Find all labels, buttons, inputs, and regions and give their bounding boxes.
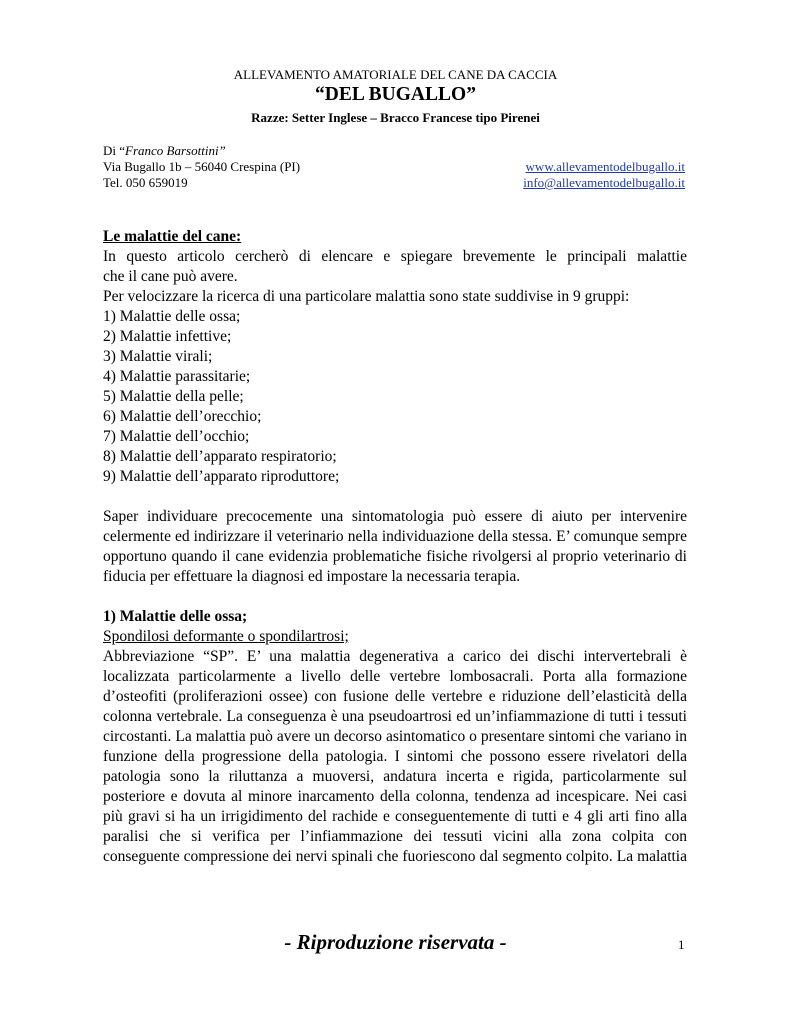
kennel-name: “DEL BUGALLO” <box>315 84 476 105</box>
intro-line: In questo articolo cercherò di elencare e spiegare brevemente le principali malattie <box>103 248 687 265</box>
group-item: 5) Malattie della pelle; <box>103 388 244 405</box>
group-item: 7) Malattie dell’occhio; <box>103 428 250 445</box>
footer-notice: - Riproduzione riservata - <box>284 930 507 954</box>
group-item: 6) Malattie dell’orecchio; <box>103 408 262 425</box>
article-body <box>103 227 687 867</box>
group-item: 2) Malattie infettive; <box>103 328 232 345</box>
page-number: 1 <box>678 937 685 952</box>
group-item: 9) Malattie dell’apparato riproduttore; <box>103 468 340 485</box>
author-name: Franco Barsottini” <box>125 143 226 158</box>
advice-paragraph: Saper individuare precocemente una sintomatologia può essere di aiuto per intervenire celermente ed indirizzare il veterinario nella individuazione della stessa. E’ comunque sempre opportuno quando il cane evidenzia problematiche fisiche rivolgersi al proprio veterinario di fiducia per effettuare la diagnosi ed impostare la necessaria terapia. <box>103 508 687 585</box>
address: Via Bugallo 1b – 56040 Crespina (PI) <box>103 159 301 174</box>
group-item: 8) Malattie dell’apparato respiratorio; <box>103 448 337 465</box>
contact-block <box>103 143 685 191</box>
section-title: Le malattie del cane: <box>103 228 242 245</box>
group-item: 4) Malattie parassitarie; <box>103 368 251 385</box>
spondylosis-title: Spondilosi deformante o spondilartrosi; <box>103 628 349 645</box>
breeds-subtitle: Razze: Setter Inglese – Bracco Francese tipo Pirenei <box>251 110 540 125</box>
website-link[interactable]: www.allevamentodelbugallo.it <box>525 159 685 174</box>
intro-line: che il cane può avere. <box>103 268 238 285</box>
kennel-heading: ALLEVAMENTO AMATORIALE DEL CANE DA CACCIA <box>233 67 558 82</box>
author-line <box>103 143 685 159</box>
phone-line <box>103 175 685 191</box>
address-line <box>103 159 685 175</box>
group-item: 3) Malattie virali; <box>103 348 213 365</box>
group-item: 1) Malattie delle ossa; <box>103 308 241 325</box>
bones-heading: 1) Malattie delle ossa; <box>103 608 248 625</box>
phone: Tel. 050 659019 <box>103 175 188 190</box>
author-prefix: Di “ <box>103 143 126 158</box>
spondylosis-paragraph: Abbreviazione “SP”. E’ una malattia degenerativa a carico dei dischi intervertebrali è localizzata particolarmente a livello delle vertebre lombosacrali. Porta alla formazione d’osteofiti (proliferazioni ossee) con fusione delle vertebre e riduzione dell’elasticità della colonna vertebrale. La conseguenza è una pseudoartrosi ed un’infiammazione di tutti i tessuti circostanti. La malattia può avere un decorso asintomatico o presentare sintomi che variano in funzione della progressione della patologia. I sintomi che possono essere rivelatori della patologia sono la riluttanza a muoversi, andatura incerta e rigida, particolarmente sul posteriore e dovuta al minore inarcamento della colonna, tendenza ad incespicare. Nei casi più gravi si ha un irrigidimento del rachide e conseguentemente di tutti e 4 gli arti fino alla paralisi che si verifica per l’infiammazione dei tessuti vicini alla zona colpita con conseguente compressione dei nervi spinali che fuoriescono dal segmento colpito. La malattia <box>103 648 687 865</box>
email-link[interactable]: info@allevamentodelbugallo.it <box>523 175 685 190</box>
intro-line: Per velocizzare la ricerca di una particolare malattia sono state suddivise in 9 gruppi: <box>103 288 630 305</box>
